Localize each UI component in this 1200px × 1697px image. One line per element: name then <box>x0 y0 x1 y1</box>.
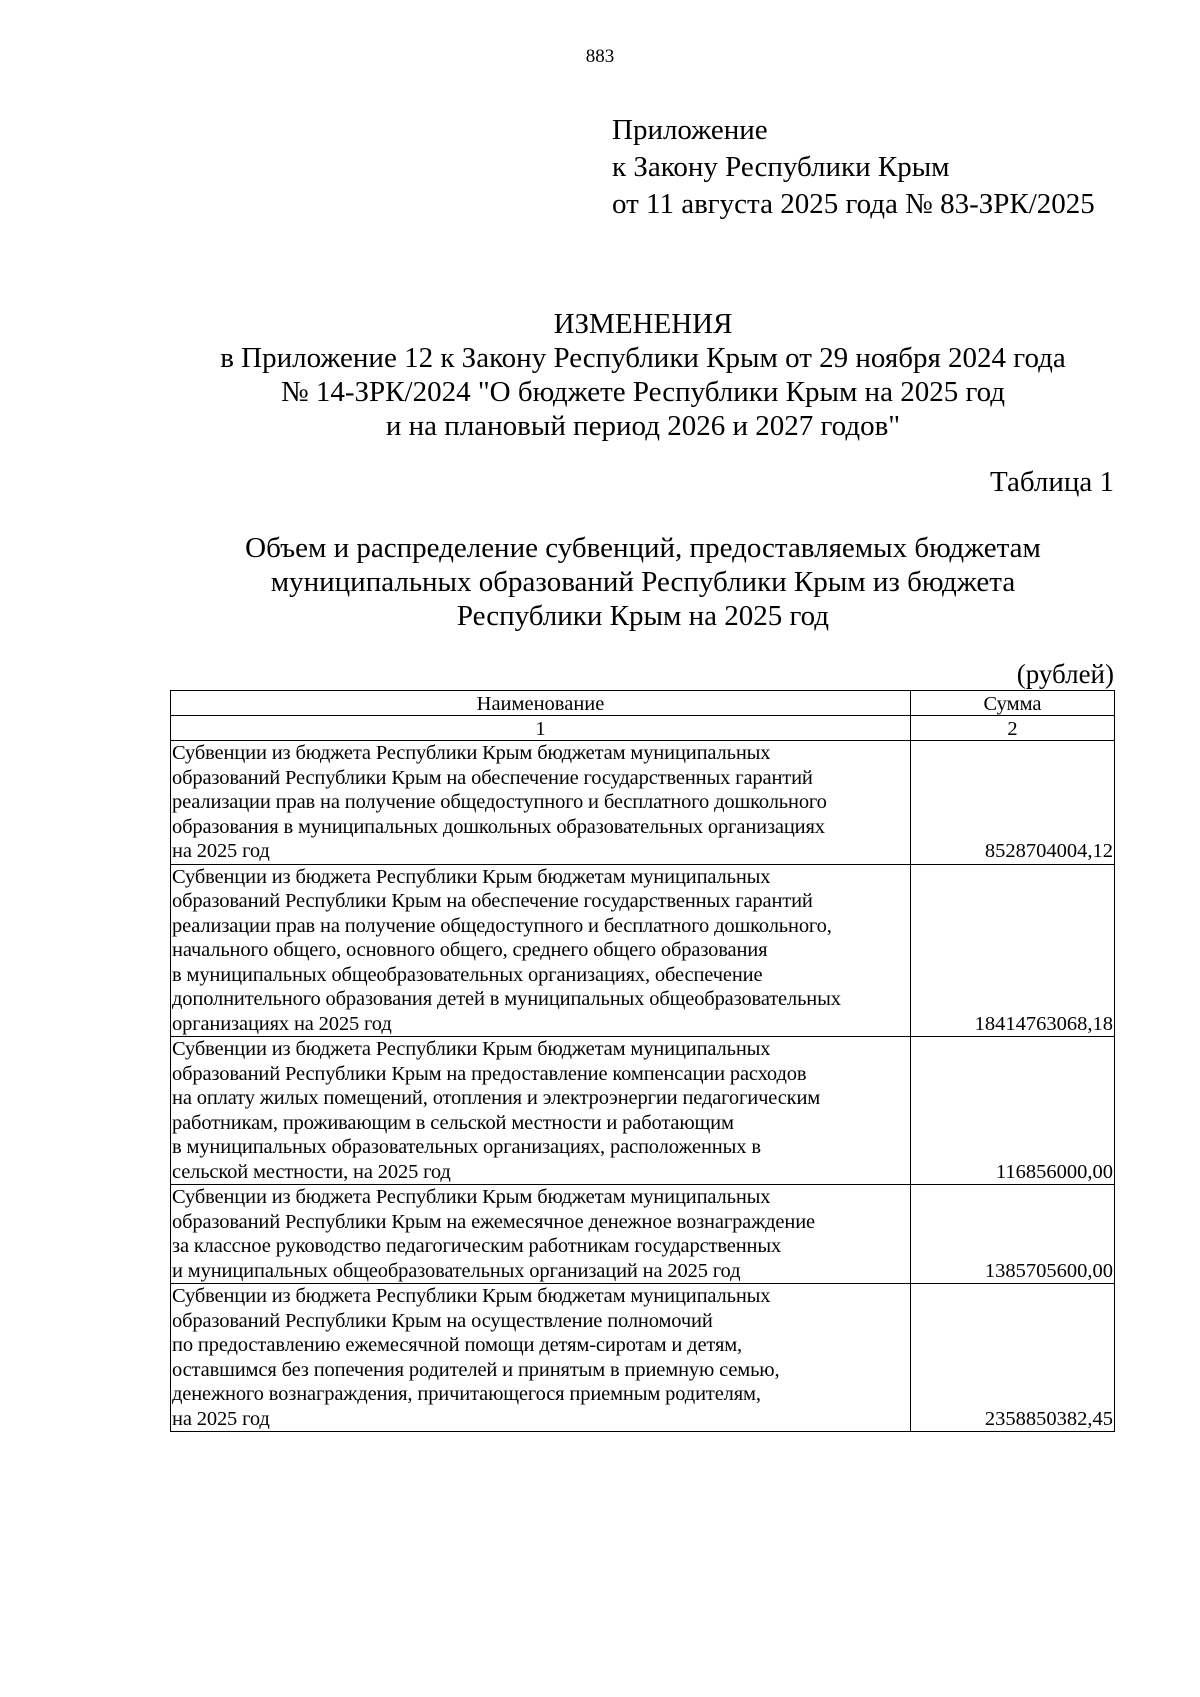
row-name: Субвенции из бюджета Республики Крым бюджетам муниципальных образований Республики Крым на обеспечение государственных гарантий реализации прав на получение общедоступного и бесплатного дошкольного, начального общего, основного общего, среднего общего образования в муниципальных общеобразовательных организациях, обеспечение дополнительного образования детей в муниципальных общеобразовательных организациях на 2025 год <box>171 864 911 1037</box>
header-name: Наименование <box>171 691 911 716</box>
table-row <box>171 1284 1115 1432</box>
page-number: 883 <box>585 46 615 67</box>
table-label: Таблица 1 <box>989 466 1114 498</box>
subventions-table <box>170 690 1115 1432</box>
row-name: Субвенции из бюджета Республики Крым бюджетам муниципальных образований Республики Крым на предоставление компенсации расходов на оплату жилых помещений, отопления и электроэнергии педагогическим работникам, проживающим в сельской местности и работающим в муниципальных образовательных организациях, расположенных в сельской местности, на 2025 год <box>171 1037 911 1185</box>
table-row <box>171 1037 1115 1185</box>
table-row <box>171 1185 1115 1284</box>
row-amount: 8528704004,12 <box>911 741 1115 865</box>
changes-heading <box>0 307 1200 443</box>
appendix-line-1: Приложение <box>612 114 768 146</box>
appendix-line-2: к Закону Республики Крым <box>612 151 950 183</box>
column-number-2: 2 <box>911 716 1115 741</box>
row-name: Субвенции из бюджета Республики Крым бюджетам муниципальных образований Республики Крым на ежемесячное денежное вознаграждение за классное руководство педагогическим работникам государственных и муниципальных общеобразовательных организаций на 2025 год <box>171 1185 911 1284</box>
table-title-line-3: Республики Крым на 2025 год <box>456 600 830 632</box>
row-name: Субвенции из бюджета Республики Крым бюджетам муниципальных образований Республики Крым на осуществление полномочий по предоставлению ежемесячной помощи детям-сиротам и детям, оставшимся без попечения родителей и принятым в приемную семью, денежного вознаграждения, причитающегося приемным родителям, на 2025 год <box>171 1284 911 1432</box>
row-amount: 2358850382,45 <box>911 1284 1115 1432</box>
changes-line-3: и на плановый период 2026 и 2027 годов" <box>385 410 901 442</box>
table-title-line-2: муниципальных образований Республики Крым из бюджета <box>270 566 1016 598</box>
row-name: Субвенции из бюджета Республики Крым бюджетам муниципальных образований Республики Крым на обеспечение государственных гарантий реализации прав на получение общедоступного и бесплатного дошкольного образования в муниципальных дошкольных образовательных организациях на 2025 год <box>171 741 911 865</box>
table-row <box>171 864 1115 1037</box>
column-number-1: 1 <box>171 716 911 741</box>
appendix-line-3: от 11 августа 2025 года № 83-ЗРК/2025 <box>612 188 1095 220</box>
row-amount: 1385705600,00 <box>911 1185 1115 1284</box>
changes-line-2: № 14-ЗРК/2024 "О бюджете Республики Крым на 2025 год <box>280 376 1006 408</box>
table-row <box>171 741 1115 865</box>
units-label: (рублей) <box>1016 659 1114 689</box>
appendix-header <box>612 112 1095 223</box>
row-amount: 18414763068,18 <box>911 864 1115 1037</box>
header-row <box>171 691 1115 716</box>
changes-title: ИЗМЕНЕНИЯ <box>553 308 733 340</box>
row-amount: 116856000,00 <box>911 1037 1115 1185</box>
changes-line-1: в Приложение 12 к Закону Республики Крым от 29 ноября 2024 года <box>220 342 1066 374</box>
table-title <box>0 531 1200 633</box>
column-number-row <box>171 716 1115 741</box>
header-amount: Сумма <box>911 691 1115 716</box>
table-title-line-1: Объем и распределение субвенций, предоставляемых бюджетам <box>245 532 1041 564</box>
